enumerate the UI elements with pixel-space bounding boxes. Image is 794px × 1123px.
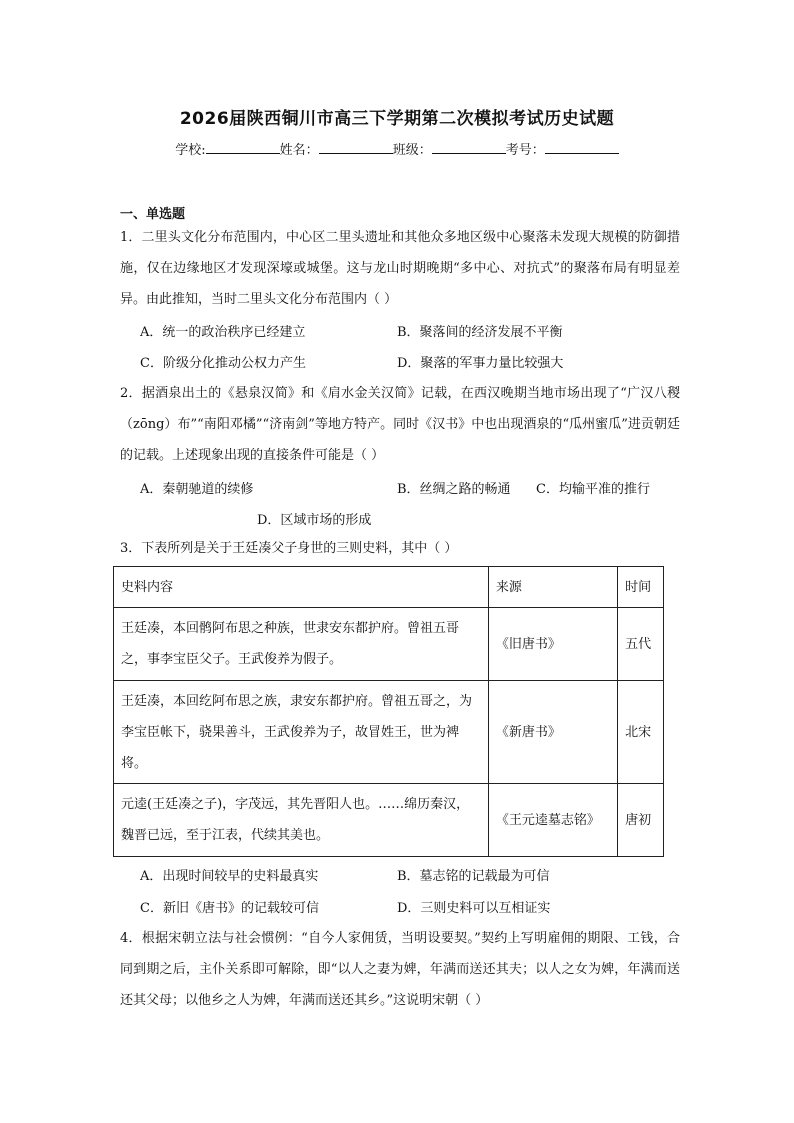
table-cell-time: 唐初 [618, 784, 664, 857]
question-3-option-d[interactable]: D．三则史料可以互相证实 [397, 901, 551, 916]
table-cell-time: 北宋 [618, 681, 664, 784]
table-header-cell: 来源 [488, 567, 617, 608]
table-header-row [114, 567, 664, 608]
question-2-option-c[interactable]: C．均输平准的推行 [536, 482, 650, 497]
table-cell-source: 《旧唐书》 [488, 608, 617, 681]
table-cell-content: 元逵(王廷凑之子)，字茂远，其先晋阳人也。……绵历秦汉，魏晋已远，至于江表，代续其美也。 [114, 784, 489, 857]
table-row [114, 784, 664, 857]
table-header-cell: 时间 [618, 567, 664, 608]
table-cell-content: 王廷凑，本回纥阿布思之族，隶安东都护府。曾祖五哥之，为李宝臣帐下，骁果善斗，王武俊养为子，故冒姓王，世为裨将。 [114, 681, 489, 784]
table-row [114, 608, 664, 681]
question-1-option-c[interactable]: C．阶级分化推动公权力产生 [140, 356, 306, 371]
question-1-option-d[interactable]: D．聚落的军事力量比较强大 [397, 356, 564, 371]
school-label: 学校: [175, 143, 206, 158]
page-title: 2026届陕西铜川市高三下学期第二次模拟考试历史试题 [179, 109, 615, 129]
question-4-stem: 4．根据宋朝立法与社会惯例：“自今人家佣赁，当明设要契。”契约上写明雇佣的期限、工钱，合同到期之后，主仆关系即可解除，即“以人之妻为婢，年满而送还其夫；以人之女为婢，年满而送还其父母；以他乡之人为婢，年满而送还其乡。”这说明宋朝（ ） [120, 931, 680, 1008]
name-blank[interactable] [319, 141, 393, 154]
name-label: 姓名： [279, 143, 319, 158]
table-cell-source: 《王元逵墓志铭》 [488, 784, 617, 857]
question-2-option-a[interactable]: A．秦朝驰道的续修 [140, 482, 254, 497]
question-3-option-a[interactable]: A．出现时间较早的史料最真实 [140, 869, 319, 884]
question-1-option-b[interactable]: B．聚落间的经济发展不平衡 [397, 325, 563, 340]
question-3-option-c[interactable]: C．新旧《唐书》的记载较可信 [140, 901, 319, 916]
table-cell-time: 五代 [618, 608, 664, 681]
table-cell-content: 王廷凑，本回鹘阿布思之种族，世隶安东都护府。曾祖五哥之，事李宝臣父子。王武俊养为假子。 [114, 608, 489, 681]
school-blank[interactable] [206, 141, 280, 154]
class-label: 班级： [392, 143, 432, 158]
table-header-cell: 史料内容 [114, 567, 489, 608]
question-3-stem: 3．下表所列是关于王廷凑父子身世的三则史料，其中（ ） [120, 541, 458, 556]
class-blank[interactable] [432, 141, 506, 154]
student-info-line [0, 139, 794, 158]
table-row [114, 681, 664, 784]
table-cell-source: 《新唐书》 [488, 681, 617, 784]
source-table [113, 566, 664, 857]
question-2-option-b[interactable]: B．丝绸之路的畅通 [397, 482, 511, 497]
section-heading: 一、单选题 [120, 207, 186, 222]
question-1-stem: 1．二里头文化分布范围内，中心区二里头遗址和其他众多地区级中心聚落未发现大规模的防御措施，仅在边缘地区才发现深壕或城堡。这与龙山时期晚期“多中心、对抗式”的聚落布局有明显差异。由此推知，当时二里头文化分布范围内（ ） [120, 230, 680, 307]
number-blank[interactable] [545, 141, 619, 154]
number-label: 考号： [505, 143, 545, 158]
question-2-option-d[interactable]: D．区域市场的形成 [257, 513, 372, 528]
question-2-stem: 2．据酒泉出土的《悬泉汉简》和《肩水金关汉简》记载，在西汉晚期当地市场出现了“广汉八稯（zōng）布”“南阳邓橘”“济南剑”等地方特产。同时《汉书》中也出现酒泉的“瓜州蜜瓜”进贡朝廷的记载。上述现象出现的直接条件可能是（ ） [120, 386, 680, 463]
question-3-option-b[interactable]: B．墓志铭的记载最为可信 [397, 869, 550, 884]
question-1-option-a[interactable]: A．统一的政治秩序已经建立 [140, 325, 306, 340]
